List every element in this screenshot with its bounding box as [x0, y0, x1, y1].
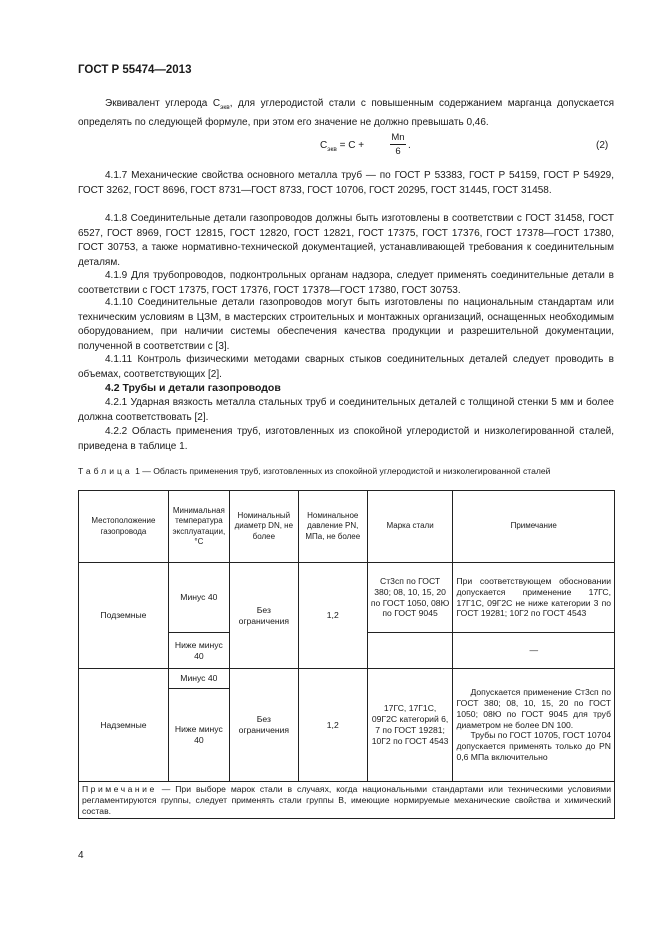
header-location: Местоположение газопровода	[79, 491, 169, 563]
cell-underground-note2: —	[453, 633, 615, 669]
header-steel: Марка стали	[367, 491, 453, 563]
intro-text-end: , для углеродистой стали с повышенным содержанием марганца допускается определять по следующей формуле, при этом его значение не должно превышать 0,46.	[78, 98, 615, 128]
cell-underground-temp1: Минус 40	[168, 563, 229, 633]
cell-aboveground-temp2: Ниже минус 40	[168, 689, 229, 782]
formula-end: .	[408, 140, 411, 151]
header-note: Примечание	[453, 491, 615, 563]
table-caption	[78, 465, 618, 477]
cell-underground-temp2: Ниже минус 40	[168, 633, 229, 669]
table-note	[79, 782, 615, 819]
document-header: ГОСТ Р 55474—2013	[78, 64, 192, 76]
table-caption-text: — Область применения труб, изготовленных из спокойной углеродистой и низколегированной сталей	[139, 466, 551, 476]
steel-pipes-table	[78, 490, 615, 819]
header-temperature: Минимальная температура эксплуатации, °С	[168, 491, 229, 563]
header-diameter: Номинальный диаметр DN, не более	[229, 491, 298, 563]
paragraph-4-2-2: 4.2.2 Область применения труб, изготовленных из спокойной углеродистой и низколегированной сталей, приведена в таблице 1.	[78, 426, 614, 452]
formula-lhs-symbol: С	[320, 140, 328, 151]
cell-aboveground-diameter: Без ограничения	[229, 669, 298, 782]
intro-text-start: Эквивалент углерода С	[105, 98, 221, 109]
formula-numerator: Mn	[391, 132, 405, 143]
table-row	[79, 669, 615, 689]
paragraph-4-1-7: 4.1.7 Механические свойства основного металла труб — по ГОСТ Р 53383, ГОСТ Р 54159, ГОСТ Р 54929, ГОСТ 3262, ГОСТ 8696, ГОСТ 8731—ГОСТ 8733, ГОСТ 10706, ГОСТ 20295, ГОСТ 31445, ГОСТ 31458.	[78, 170, 614, 196]
cell-underground-location: Подземные	[79, 563, 169, 669]
formula-number: (2)	[596, 140, 609, 151]
table-note-label: Примечание	[82, 784, 157, 794]
paragraph-4-1-11: 4.1.11 Контроль физическими методами сварных стыков соединительных деталей следует проводить в объемах, соответствующих [2].	[78, 354, 614, 380]
cell-aboveground-pressure: 1,2	[298, 669, 367, 782]
aboveground-note-a: Допускается применение Ст3сп по ГОСТ 380; 08, 10, 15, 20 по ГОСТ 1050; 08Ю по ГОСТ 9045 для труб диаметром не более DN 100.	[456, 687, 611, 730]
table-row	[79, 563, 615, 633]
cell-aboveground-location: Надземные	[79, 669, 169, 782]
page-number: 4	[78, 850, 84, 861]
formula-fraction	[390, 132, 406, 157]
intro-paragraph	[78, 97, 614, 130]
cell-aboveground-temp1: Минус 40	[168, 669, 229, 689]
intro-subscript: экв	[220, 104, 230, 111]
cell-aboveground-note	[453, 669, 615, 782]
cell-underground-diameter: Без ограничения	[229, 563, 298, 669]
header-pressure: Номинальное давление PN, МПа, не более	[298, 491, 367, 563]
table-note-row	[79, 782, 615, 819]
cell-aboveground-steel: 17ГС, 17Г1С, 09Г2С категорий 6, 7 по ГОСТ 19281; 10Г2 по ГОСТ 4543	[367, 669, 453, 782]
cell-underground-steel-empty	[367, 633, 453, 669]
formula-denominator: 6	[395, 146, 401, 157]
table-header-row	[79, 491, 615, 563]
paragraph-4-1-8: 4.1.8 Соединительные детали газопроводов должны быть изготовлены в соответствии с ГОСТ 31458, ГОСТ 6527, ГОСТ 8969, ГОСТ 12815, ГОСТ 12820, ГОСТ 12821, ГОСТ 17375, ГОСТ 17376, ГОСТ 17378—ГОСТ 17380, ГОСТ 30753, а также нормативно-технической документацией, устанавливающей требования к соединительным деталям.	[78, 213, 614, 268]
table-note-text: — При выборе марок стали в случаях, когда национальными стандартами или техническими условиями регламентируются группы, следует применять стали группы В, имеющие нормируемые механические свойства и химический состав.	[82, 784, 611, 816]
table-caption-label: Таблица	[78, 466, 133, 476]
paragraph-4-2-1: 4.2.1 Ударная вязкость металла стальных труб и соединительных деталей с толщиной стенки 5 мм и более должна соответствовать [2].	[78, 397, 614, 423]
paragraph-4-1-10: 4.1.10 Соединительные детали газопроводов могут быть изготовлены по национальным стандартам или техническим условиям в ЦЗМ, в мастерских строительных и монтажных организаций, оснащенных необходимым оборудованием, при наличии системы обеспечения качества продукции и разрешительной документации, полученной в соответствии с [3].	[78, 297, 614, 352]
table-caption-number: 1	[135, 466, 140, 476]
cell-underground-note1: При соответствующем обосновании допускается применение 17ГС, 17Г1С, 09Г2С не ниже категории 3 по ГОСТ 19281; 10Г2 по ГОСТ 4543	[453, 563, 615, 633]
formula-lhs	[320, 140, 364, 153]
formula-rhs: = С +	[336, 140, 365, 151]
paragraph-4-1-9: 4.1.9 Для трубопроводов, подконтрольных органам надзора, следует применять соединительные детали в соответствии с ГОСТ 17375, ГОСТ 17376, ГОСТ 17378—ГОСТ 17380, ГОСТ 30753.	[78, 270, 614, 296]
formula-lhs-subscript: экв	[327, 146, 337, 153]
section-title: 4.2 Трубы и детали газопроводов	[105, 382, 281, 394]
cell-underground-steel: Ст3сп по ГОСТ 380; 08, 10, 15, 20 по ГОСТ 1050, 08Ю по ГОСТ 9045	[367, 563, 453, 633]
aboveground-note-b: Трубы по ГОСТ 10705, ГОСТ 10704 допускается применять только до PN 0,6 МПа включительно	[456, 730, 612, 762]
cell-underground-pressure: 1,2	[298, 563, 367, 669]
